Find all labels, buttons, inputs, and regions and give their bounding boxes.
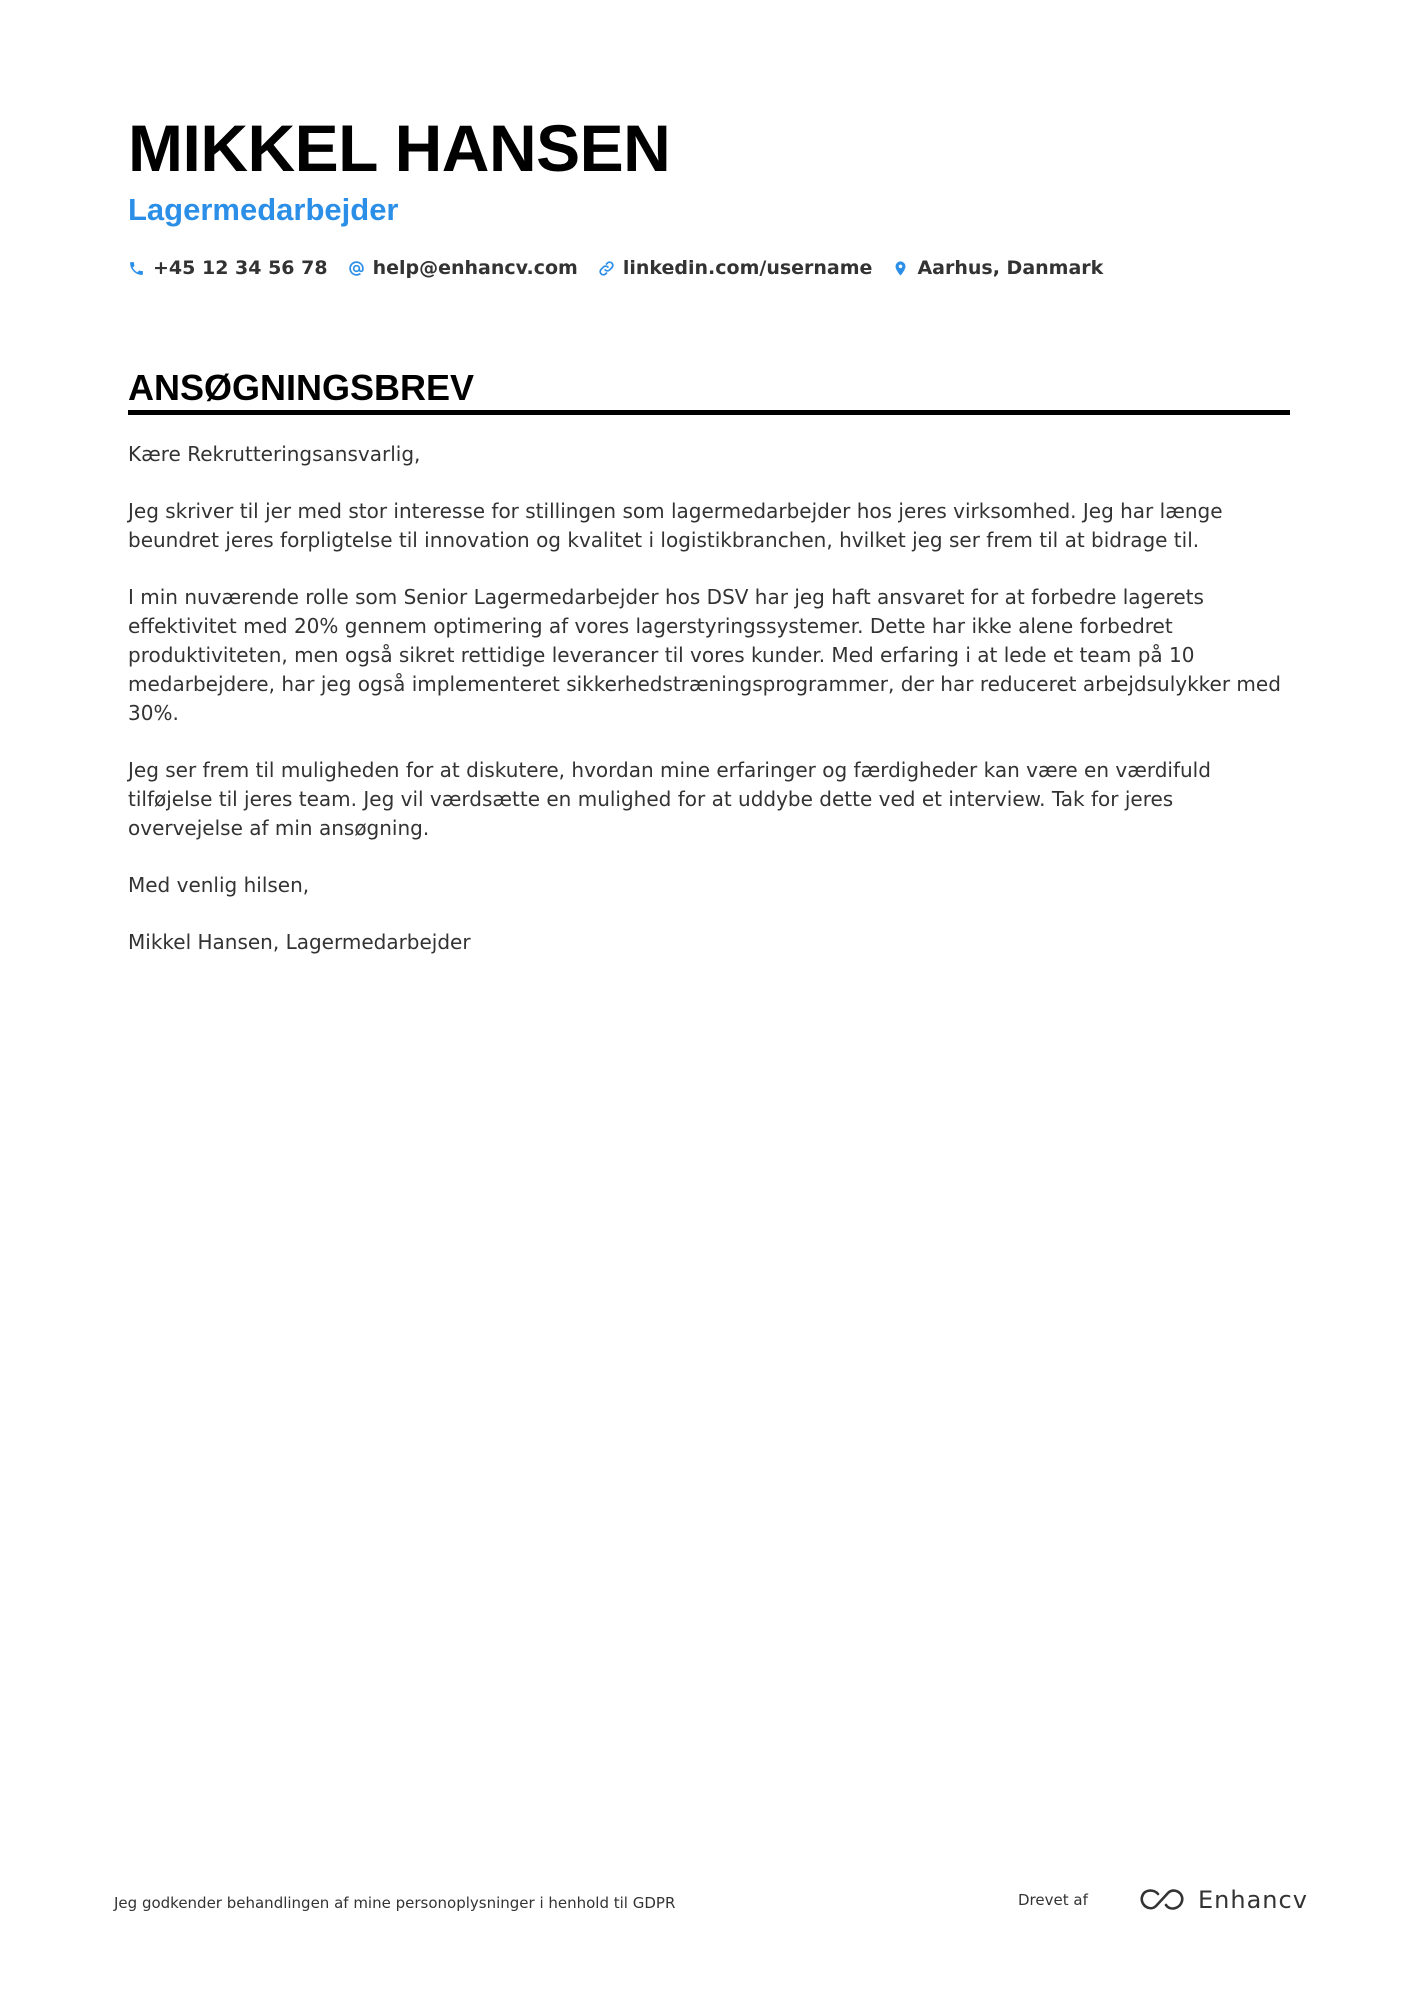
link-icon (598, 260, 615, 277)
letter-signature: Mikkel Hansen, Lagermedarbejder (128, 930, 471, 954)
contact-location (892, 252, 1103, 284)
phone-icon (128, 260, 145, 277)
powered-by-label: Drevet af (1018, 1891, 1088, 1909)
location: Aarhus, Danmark (917, 257, 1104, 279)
location-pin-icon (892, 260, 909, 277)
contact-linkedin (598, 252, 873, 284)
letter-paragraph: Jeg ser frem til muligheden for at diskutere, hvordan mine erfaringer og færdigheder kan være en værdifuld tilføjelse til jeres team. Jeg vil værdsætte en mulighed for at uddybe dette ved et interview. Tak for jeres overvejelse af min ansøgning. (128, 758, 1211, 840)
job-title: Lagermedarbejder (128, 192, 399, 227)
logo-wordmark: Enhancv (1198, 1886, 1308, 1914)
gdpr-consent: Jeg godkender behandlingen af mine personoplysninger i henhold til GDPR (114, 1894, 676, 1912)
email-address: help@enhancv.com (372, 257, 578, 279)
at-icon (348, 260, 365, 277)
letter-paragraph: I min nuværende rolle som Senior Lagermedarbejder hos DSV har jeg haft ansvaret for at forbedre lagerets effektivitet med 20% gennem optimering af vores lagerstyringssystemer. Dette har ikke alene forbedret produktiviteten, men også sikret rettidige leverancer til vores kunder. Med erfaring i at lede et team på 10 medarbejdere, har jeg også implementeret sikkerhedstræningsprogrammer, der har reduceret arbejdsulykker med 30%. (128, 585, 1281, 725)
letter-paragraph: Jeg skriver til jer med stor interesse for stillingen som lagermedarbejder hos jeres virksomhed. Jeg har længe beundret jeres forpligtelse til innovation og kvalitet i logistikbranchen, hvilket jeg ser frem til at bidrage til. (128, 499, 1223, 552)
section-divider (128, 410, 1290, 415)
phone-number: +45 12 34 56 78 (153, 257, 328, 279)
enhancv-logo-icon (1138, 1885, 1186, 1915)
linkedin-url: linkedin.com/username (622, 257, 873, 279)
contact-email (348, 252, 578, 284)
enhancv-logo[interactable] (1138, 1880, 1308, 1920)
letter-closing: Med venlig hilsen, (128, 873, 310, 897)
contact-bar (128, 252, 1103, 284)
letter-greeting: Kære Rekrutteringsansvarlig, (128, 442, 421, 466)
section-title: ANSØGNINGSBREV (128, 367, 475, 408)
letter-body (128, 440, 1294, 985)
contact-phone (128, 252, 328, 284)
applicant-name: MIKKEL HANSEN (128, 111, 671, 185)
